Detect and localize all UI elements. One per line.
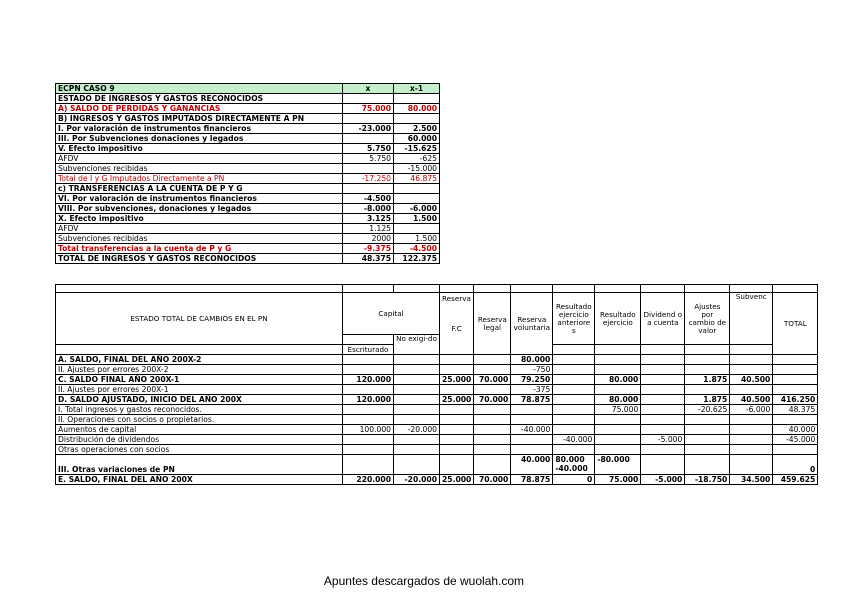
total-header: TOTAL xyxy=(773,293,818,355)
cell-value: 25.000 xyxy=(440,475,474,485)
row-label: VIII. Por subvenciones, donaciones y legados xyxy=(56,204,343,214)
row-label: I. Total ingresos y gastos reconocidos. xyxy=(56,405,343,415)
value-x1: 2.500 xyxy=(394,124,440,134)
cell-value xyxy=(553,425,595,435)
cell-value xyxy=(474,385,511,395)
cell-value xyxy=(553,395,595,405)
cell-value xyxy=(685,355,730,365)
dividendo-header: Dividend o a cuenta xyxy=(641,293,685,345)
cell-value xyxy=(440,455,474,475)
capital-header: Capital xyxy=(343,293,440,335)
cell-value xyxy=(343,455,394,475)
cell-value xyxy=(394,375,440,385)
cell-value: -40.000 xyxy=(553,435,595,445)
row-label: III. Por Subvenciones donaciones y legados xyxy=(56,134,343,144)
value-x: 75.000 xyxy=(343,104,394,114)
row-label: II. Operaciones con socios o propietarios. xyxy=(56,415,343,425)
cell-value: 78.875 xyxy=(511,475,553,485)
subvenc-header: Subvenc xyxy=(730,293,773,345)
table-row xyxy=(56,405,818,415)
cell-value xyxy=(595,385,641,395)
cell-value xyxy=(553,455,595,475)
no-exigido-header: No exigi-do xyxy=(394,335,440,355)
header-blank xyxy=(56,345,343,355)
cell-value xyxy=(343,435,394,445)
table-title: ECPN CASO 9 xyxy=(56,84,343,94)
table-row xyxy=(56,385,818,395)
cell-value xyxy=(553,365,595,375)
row-label: VI. Por valoración de instrumentos financieros xyxy=(56,194,343,204)
table-row xyxy=(56,204,440,214)
col-x-header: x xyxy=(343,84,394,94)
cell-value: 1.875 xyxy=(685,375,730,385)
value-x1: -15.000 xyxy=(394,164,440,174)
row-label: Total transferencias a la cuenta de P y G xyxy=(56,244,343,254)
table-row xyxy=(56,214,440,224)
cell-value: -750 xyxy=(511,365,553,375)
cell-value xyxy=(685,425,730,435)
cell-value xyxy=(730,355,773,365)
cell-value xyxy=(440,415,474,425)
cell-value: 120.000 xyxy=(343,375,394,385)
cell-value: 25.000 xyxy=(440,375,474,385)
value-x: 5.750 xyxy=(343,144,394,154)
value-x1 xyxy=(394,194,440,204)
value-x1: -15.625 xyxy=(394,144,440,154)
table-row xyxy=(56,184,440,194)
table-row xyxy=(56,144,440,154)
cell-value xyxy=(474,435,511,445)
cell-value xyxy=(641,385,685,395)
cell-value: 25.000 xyxy=(440,395,474,405)
cell-value xyxy=(730,445,773,455)
cell-value xyxy=(773,375,818,385)
cell-value xyxy=(773,415,818,425)
value-x: 3.125 xyxy=(343,214,394,224)
cell-value xyxy=(343,385,394,395)
cell-value xyxy=(730,435,773,445)
cell-value xyxy=(641,405,685,415)
row-label: Subvenciones recibidas xyxy=(56,164,343,174)
cell-value xyxy=(641,415,685,425)
table-row xyxy=(56,234,440,244)
value-x: 48.375 xyxy=(343,254,394,264)
table-row xyxy=(56,134,440,144)
table-row xyxy=(56,435,818,445)
cell-value: 40.500 xyxy=(730,395,773,405)
value-x: -4.500 xyxy=(343,194,394,204)
table-row xyxy=(56,365,818,375)
value-x xyxy=(343,134,394,144)
value-x: -17.250 xyxy=(343,174,394,184)
table-row xyxy=(56,425,818,435)
table-header-row xyxy=(56,84,440,94)
escriturado-header: Escriturado xyxy=(343,345,394,355)
cell-value xyxy=(394,395,440,405)
cell-value: 40.000 xyxy=(511,455,553,475)
cell-value: 70.000 xyxy=(474,475,511,485)
cell-value xyxy=(474,425,511,435)
table-row xyxy=(56,224,440,234)
row-label: II. Ajustes por errores 200X-2 xyxy=(56,365,343,375)
cell-value xyxy=(474,405,511,415)
table-row xyxy=(56,154,440,164)
row-label: Aumentos de capital xyxy=(56,425,343,435)
cell-value xyxy=(553,415,595,425)
cell-value xyxy=(394,435,440,445)
cell-value xyxy=(595,435,641,445)
cell-value xyxy=(394,385,440,395)
value-x: 2000 xyxy=(343,234,394,244)
table-row xyxy=(56,114,440,124)
cell-value xyxy=(641,365,685,375)
cell-value xyxy=(440,385,474,395)
cell-value xyxy=(730,415,773,425)
resultado-anteriores-header: Resultado ejercicio anteriore s xyxy=(553,293,595,345)
cell-value: 80.000 xyxy=(595,395,641,405)
value-x1: 1.500 xyxy=(394,234,440,244)
cell-value xyxy=(641,445,685,455)
cell-value: 70.000 xyxy=(474,375,511,385)
row-label: AFDV xyxy=(56,154,343,164)
value-x1: -625 xyxy=(394,154,440,164)
table-row xyxy=(56,395,818,405)
cell-value xyxy=(343,445,394,455)
cell-value xyxy=(685,415,730,425)
cell-value xyxy=(394,355,440,365)
cell-value xyxy=(474,455,511,475)
cell-value xyxy=(595,445,641,455)
cell-value xyxy=(641,375,685,385)
cell-value: 100.000 xyxy=(343,425,394,435)
cell-value: 220.000 xyxy=(343,475,394,485)
cell-value xyxy=(685,435,730,445)
table-row xyxy=(56,445,818,455)
cell-value xyxy=(440,365,474,375)
cell-value xyxy=(394,365,440,375)
row-label: V. Efecto impositivo xyxy=(56,144,343,154)
cell-value: -6.000 xyxy=(730,405,773,415)
cell-value xyxy=(685,445,730,455)
blank-row xyxy=(56,285,818,293)
cell-value xyxy=(440,405,474,415)
cell-value: 0 xyxy=(553,475,595,485)
value-x1 xyxy=(394,184,440,194)
ingresos-gastos-table xyxy=(55,83,440,264)
reserva-legal-header: Reserva legal xyxy=(474,293,511,355)
value-x: 1.125 xyxy=(343,224,394,234)
cell-value xyxy=(343,365,394,375)
cell-value: 78.875 xyxy=(511,395,553,405)
cell-line: -40.000 xyxy=(555,464,588,473)
cell-value xyxy=(730,455,773,475)
value-x1: 122.375 xyxy=(394,254,440,264)
cell-value xyxy=(773,365,818,375)
value-x1 xyxy=(394,114,440,124)
value-x: 5.750 xyxy=(343,154,394,164)
row-label: D. SALDO AJUSTADO, INICIO DEL AÑO 200X xyxy=(56,395,343,405)
cell-value xyxy=(440,445,474,455)
table-row xyxy=(56,124,440,134)
cell-value xyxy=(474,365,511,375)
value-x xyxy=(343,114,394,124)
table-row xyxy=(56,94,440,104)
row-label: ESTADO DE INGRESOS Y GASTOS RECONOCIDOS xyxy=(56,94,343,104)
row-label: c) TRANSFERENCIAS A LA CUENTA DE P Y G xyxy=(56,184,343,194)
cell-value xyxy=(511,415,553,425)
cell-value: 75.000 xyxy=(595,475,641,485)
row-label: Total de I y G Imputados Directamente a PN xyxy=(56,174,343,184)
value-x: -9.375 xyxy=(343,244,394,254)
cell-value: -5.000 xyxy=(641,475,685,485)
fc-header: F.C xyxy=(440,305,474,355)
cell-value: 40.000 xyxy=(773,425,818,435)
cell-value xyxy=(641,425,685,435)
cell-value: 70.000 xyxy=(474,395,511,405)
cell-value xyxy=(440,355,474,365)
row-label: C. SALDO FINAL AÑO 200X-1 xyxy=(56,375,343,385)
cell-value xyxy=(773,445,818,455)
cell-value xyxy=(394,405,440,415)
cell-value: 120.000 xyxy=(343,395,394,405)
cell-value xyxy=(394,455,440,475)
cell-value: -40.000 xyxy=(511,425,553,435)
cell-value xyxy=(595,365,641,375)
cell-value xyxy=(343,405,394,415)
table-row xyxy=(56,194,440,204)
cell-value: -80.000 xyxy=(595,455,641,475)
row-label: A) SALDO DE PERDIDAS Y GANANCIAS xyxy=(56,104,343,114)
table-row xyxy=(56,174,440,184)
cell-value xyxy=(511,445,553,455)
cell-value: 459.625 xyxy=(773,475,818,485)
cell-value xyxy=(730,425,773,435)
row-label: Subvenciones recibidas xyxy=(56,234,343,244)
row-label: Distribución de dividendos xyxy=(56,435,343,445)
cell-value: 79.250 xyxy=(511,375,553,385)
cell-value: 48.375 xyxy=(773,405,818,415)
cell-value xyxy=(595,425,641,435)
cell-value xyxy=(685,385,730,395)
cell-value xyxy=(553,385,595,395)
cell-value xyxy=(474,355,511,365)
value-x: -8.000 xyxy=(343,204,394,214)
cell-value xyxy=(394,445,440,455)
cell-value xyxy=(511,435,553,445)
cell-value: -375 xyxy=(511,385,553,395)
value-x1: 80.000 xyxy=(394,104,440,114)
cell-value xyxy=(730,385,773,395)
row-label: TOTAL DE INGRESOS Y GASTOS RECONOCIDOS xyxy=(56,254,343,264)
cell-value: 416.250 xyxy=(773,395,818,405)
cell-value: 80.000 xyxy=(595,375,641,385)
table-row-final xyxy=(56,475,818,485)
value-x1 xyxy=(394,224,440,234)
cell-value xyxy=(595,415,641,425)
row-label: III. Otras variaciones de PN xyxy=(56,455,343,475)
footer-text: Apuntes descargados de wuolah.com xyxy=(323,574,525,588)
value-x1: -6.000 xyxy=(394,204,440,214)
table-row xyxy=(56,164,440,174)
table-row xyxy=(56,104,440,114)
cell-value: 40.500 xyxy=(730,375,773,385)
value-x1: -4.500 xyxy=(394,244,440,254)
cell-value: 75.000 xyxy=(595,405,641,415)
cell-value xyxy=(553,355,595,365)
cell-value xyxy=(440,435,474,445)
cell-value xyxy=(394,415,440,425)
value-x xyxy=(343,94,394,104)
resultado-ejercicio-header: Resultado ejercicio xyxy=(595,293,641,345)
value-x1 xyxy=(394,94,440,104)
cell-value xyxy=(511,405,553,415)
table-row xyxy=(56,244,440,254)
cell-value xyxy=(641,355,685,365)
row-label: X. Efecto impositivo xyxy=(56,214,343,224)
table-title: ESTADO TOTAL DE CAMBIOS EN EL PN xyxy=(56,293,343,345)
cell-value xyxy=(553,375,595,385)
value-x xyxy=(343,164,394,174)
reserva-header: Reserva xyxy=(440,293,474,305)
header-row-1 xyxy=(56,293,818,305)
cell-value xyxy=(474,445,511,455)
table-row xyxy=(56,455,818,475)
table-row xyxy=(56,415,818,425)
cell-value: -20.625 xyxy=(685,405,730,415)
cell-value: -18.750 xyxy=(685,475,730,485)
cell-value: 34.500 xyxy=(730,475,773,485)
row-label: I. Por valoración de instrumentos financieros xyxy=(56,124,343,134)
cell-value xyxy=(553,405,595,415)
row-label: A. SALDO, FINAL DEL AÑO 200X-2 xyxy=(56,355,343,365)
value-x1: 1.500 xyxy=(394,214,440,224)
row-label: Otras operaciones con socios xyxy=(56,445,343,455)
cell-line: 80.000 xyxy=(555,455,585,464)
cell-value xyxy=(641,455,685,475)
table-row xyxy=(56,254,440,264)
cell-value xyxy=(773,385,818,395)
ajustes-header: Ajustes por cambio de valor xyxy=(685,293,730,345)
cambios-pn-table xyxy=(55,284,818,485)
reserva-voluntaria-header: Reserva voluntaria xyxy=(511,293,553,355)
cell-value xyxy=(440,425,474,435)
cell-value xyxy=(553,445,595,455)
cell-value xyxy=(685,365,730,375)
cell-value: 0 xyxy=(773,455,818,475)
cell-value xyxy=(641,395,685,405)
cell-value xyxy=(343,355,394,365)
cell-value: -20.000 xyxy=(394,475,440,485)
cell-value xyxy=(773,355,818,365)
cell-value xyxy=(595,355,641,365)
cell-value xyxy=(685,455,730,475)
row-label: E. SALDO, FINAL DEL AÑO 200X xyxy=(56,475,343,485)
escriturado-spacer xyxy=(343,335,394,345)
cell-value xyxy=(343,415,394,425)
cell-value: -20.000 xyxy=(394,425,440,435)
cell-value: 1.875 xyxy=(685,395,730,405)
col-x1-header: x-1 xyxy=(394,84,440,94)
cell-value: -45.000 xyxy=(773,435,818,445)
row-label: B) INGRESOS Y GASTOS IMPUTADOS DIRECTAMENTE A PN xyxy=(56,114,343,124)
value-x1: 46.875 xyxy=(394,174,440,184)
cell-value: -5.000 xyxy=(641,435,685,445)
value-x: -23.000 xyxy=(343,124,394,134)
value-x1: 60.000 xyxy=(394,134,440,144)
cell-value: 80.000 xyxy=(511,355,553,365)
row-label: AFDV xyxy=(56,224,343,234)
table-row xyxy=(56,375,818,385)
table-row xyxy=(56,355,818,365)
cell-value xyxy=(730,365,773,375)
value-x xyxy=(343,184,394,194)
cell-value xyxy=(474,415,511,425)
row-label: II. Ajustes por errores 200X-1 xyxy=(56,385,343,395)
